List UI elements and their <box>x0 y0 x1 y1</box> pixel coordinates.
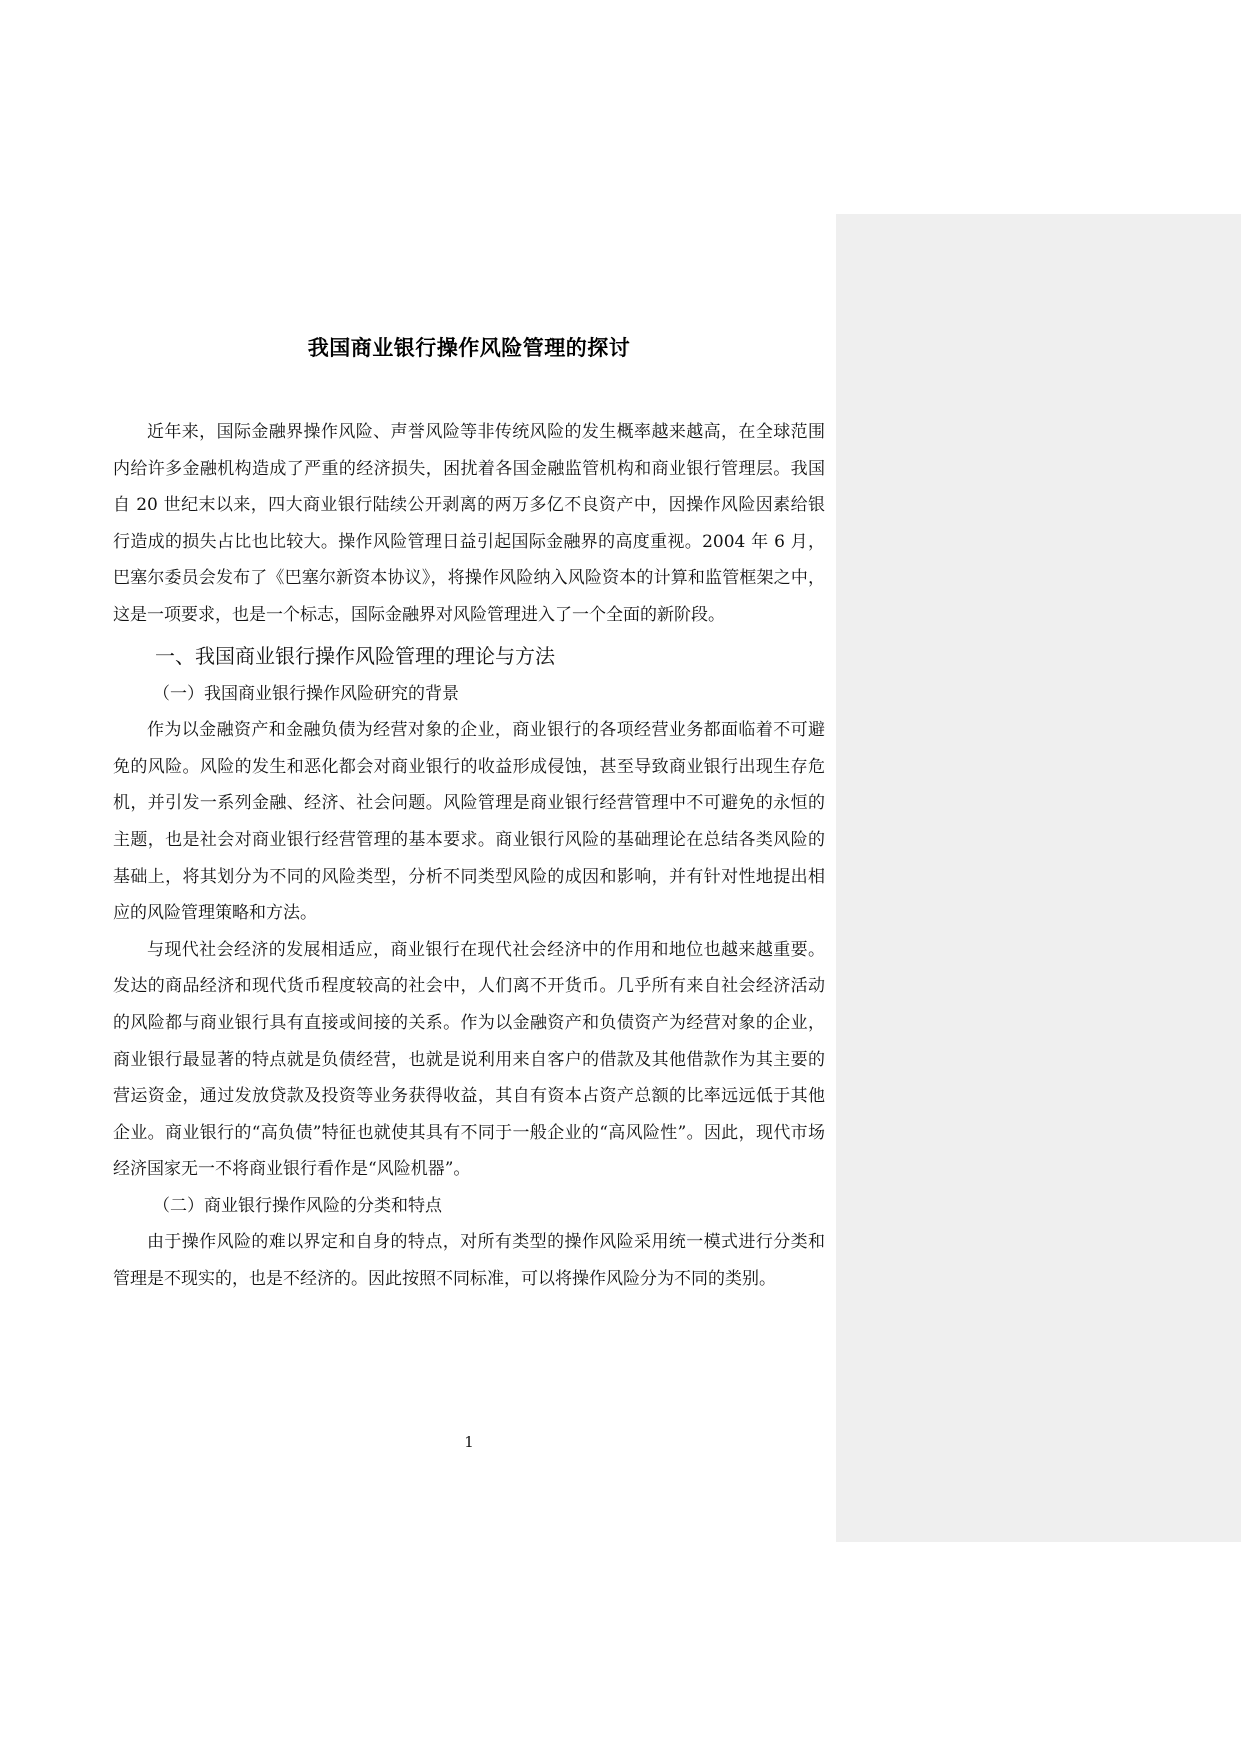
comment-pane <box>836 214 1241 1542</box>
body-paragraph: 由于操作风险的难以界定和自身的特点，对所有类型的操作风险采用统一模式进行分类和管理是不现实的，也是不经济的。因此按照不同标准，可以将操作风险分为不同的类别。 <box>113 1232 825 1290</box>
body-paragraph: 作为以金融资产和金融负债为经营对象的企业，商业银行的各项经营业务都面临着不可避免的风险。风险的发生和恶化都会对商业银行的收益形成侵蚀，甚至导致商业银行出现生存危机，并引发一系列金融、经济、社会问题。风险管理是商业银行经营管理中不可避免的永恒的主题，也是社会对商业银行经营管理的基本要求。商业银行风险的基础理论在总结各类风险的基础上，将其划分为不同的风险类型，分析不同类型风险的成因和影响，并有针对性地提出相应的风险管理策略和方法。 <box>113 720 825 924</box>
page-number: 1 <box>464 1433 474 1451</box>
section-heading: 一、我国商业银行操作风险管理的理论与方法 <box>155 643 555 668</box>
subsection-heading: （一）我国商业银行操作风险研究的背景 <box>153 683 459 704</box>
document-title: 我国商业银行操作风险管理的探讨 <box>307 336 631 360</box>
document-body <box>113 414 825 1298</box>
body-paragraph: 与现代社会经济的发展相适应，商业银行在现代社会经济中的作用和地位也越来越重要。发达的商品经济和现代货币程度较高的社会中，人们离不开货币。几乎所有来自社会经济活动的风险都与商业银行具有直接或间接的关系。作为以金融资产和负债资产为经营对象的企业，商业银行最显著的特点就是负债经营，也就是说利用来自客户的借款及其他借款作为其主要的营运资金，通过发放贷款及投资等业务获得收益，其自有资本占资产总额的比率远远低于其他企业。商业银行的“高负债”特征也就使其具有不同于一般企业的“高风险性”。因此，现代市场经济国家无一不将商业银行看作是“风险机器”。 <box>113 939 825 1180</box>
subsection-heading: （二）商业银行操作风险的分类和特点 <box>153 1195 442 1216</box>
intro-paragraph: 近年来，国际金融界操作风险、声誉风险等非传统风险的发生概率越来越高，在全球范围内给许多金融机构造成了严重的经济损失，困扰着各国金融监管机构和商业银行管理层。我国自 20 世纪末以来，四大商业银行陆续公开剥离的两万多亿不良资产中，因操作风险因素给银行造成的损失占比也比较大。操作风险管理日益引起国际金融界的高度重视。2004 年 6 月，巴塞尔委员会发布了《巴塞尔新资本协议》，将操作风险纳入风险资本的计算和监管框架之中，这是一项要求，也是一个标志，国际金融界对风险管理进入了一个全面的新阶段。 <box>113 422 825 625</box>
